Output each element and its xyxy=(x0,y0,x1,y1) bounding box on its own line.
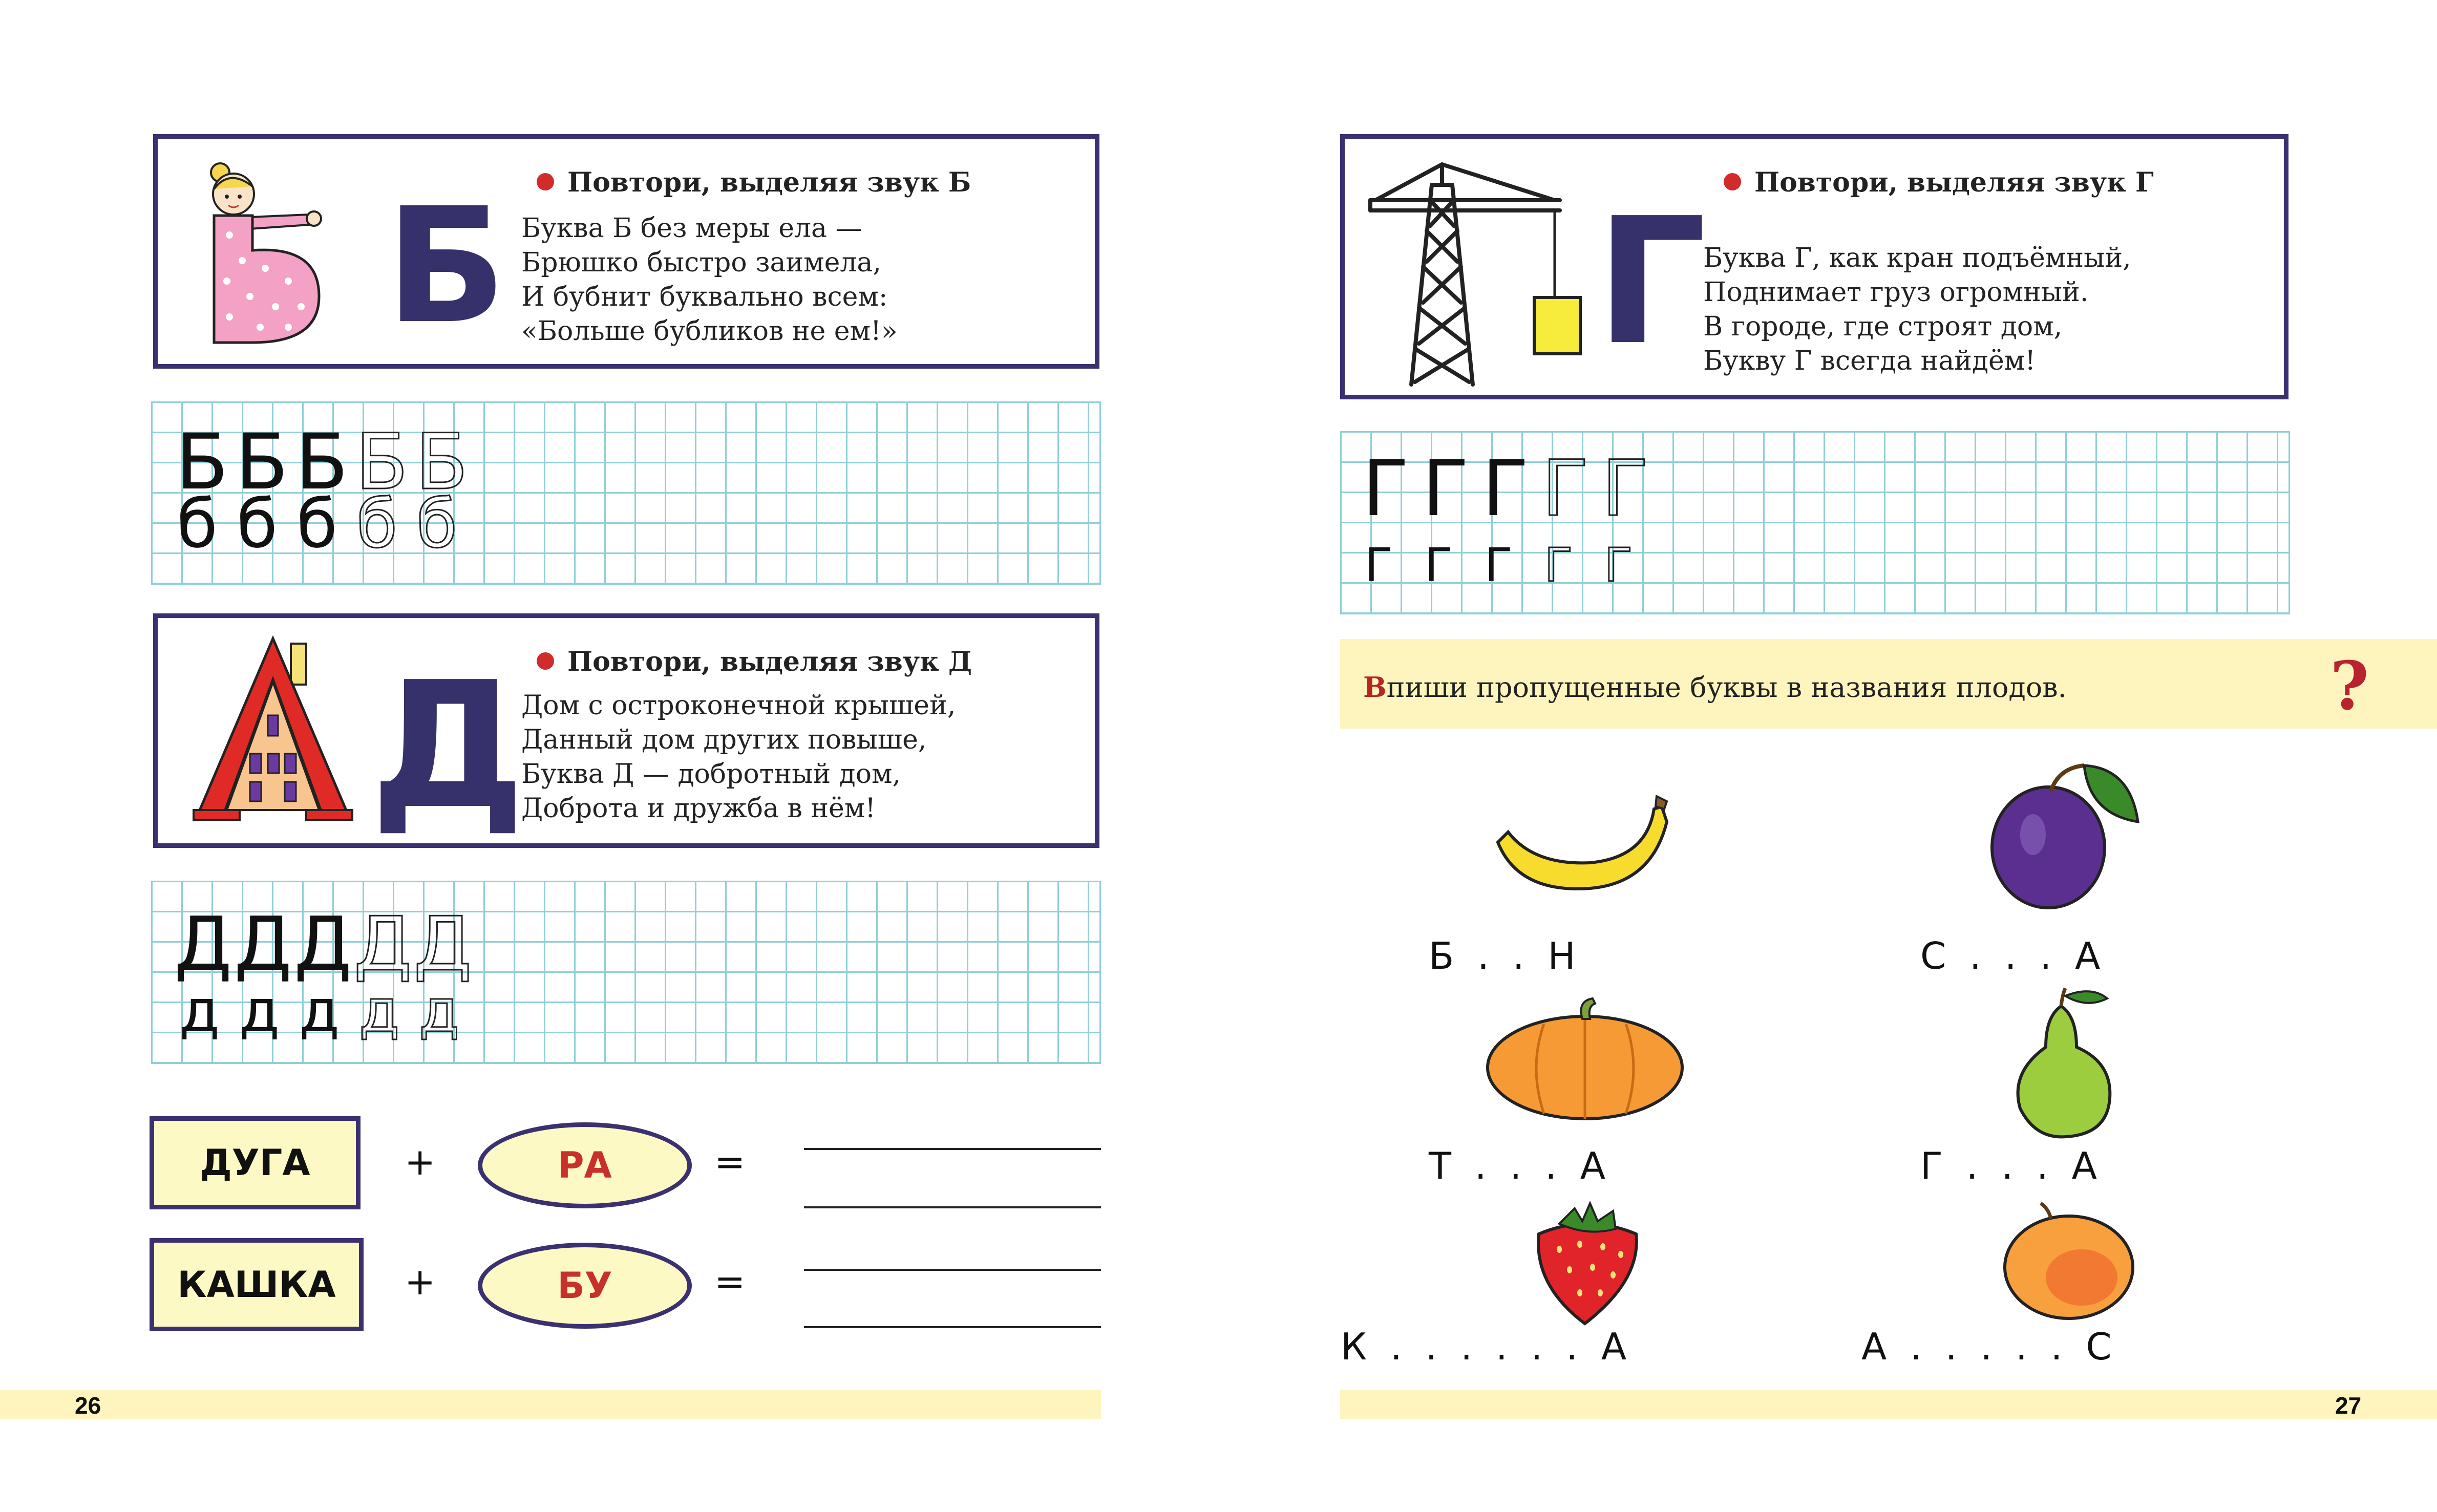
task-instruction-d: Повтори, выделяя звук Д xyxy=(537,646,972,677)
plum-icon xyxy=(1987,758,2151,917)
banner-instruction-text: Впиши пропущенные буквы в названия плодов. xyxy=(1363,671,2067,704)
big-letter-b: Б xyxy=(386,174,507,359)
crane-illustration xyxy=(1365,159,1596,395)
task-instruction-g: Повтори, выделяя звук Г xyxy=(1724,167,2154,198)
letter-card-b xyxy=(153,134,1099,369)
footer-bar-left xyxy=(0,1390,1101,1419)
strawberry-icon xyxy=(1529,1193,1646,1326)
word-box-duga: ДУГА xyxy=(150,1116,361,1209)
plus-sign: + xyxy=(405,1260,436,1303)
equals-sign: = xyxy=(714,1140,746,1183)
fruit-word-pear: Г . . . А xyxy=(1920,1144,2097,1187)
fruit-word-pumpkin: Т . . . А xyxy=(1429,1144,1605,1187)
equals-sign: = xyxy=(714,1260,746,1303)
poem-d: Дом с остроконечной крышей, Данный дом других повыше, Буква Д — добротный дом, Доброта и дружба в нём! xyxy=(521,690,956,824)
answer-line[interactable] xyxy=(804,1148,1101,1150)
letter-card-d xyxy=(153,613,1099,848)
page-number-left: 26 xyxy=(75,1392,101,1419)
answer-line[interactable] xyxy=(804,1269,1101,1271)
banana-icon xyxy=(1488,791,1682,904)
answer-line[interactable] xyxy=(804,1206,1101,1208)
pear-icon xyxy=(2005,986,2123,1139)
poem-g: Буква Г, как кран подъёмный, Поднимает груз огромный. В городе, где строят дом, Букву Г всегда найдём! xyxy=(1703,243,2131,376)
answer-line[interactable] xyxy=(804,1326,1101,1328)
apricot-icon xyxy=(2000,1201,2138,1324)
syllable-oval-bu: БУ xyxy=(478,1243,692,1329)
poem-b: Буква Б без меры ела — Брюшко быстро заимела, И бубнит буквально всем: «Больше бубликов не ем!» xyxy=(521,213,898,347)
task-instruction-b: Повтори, выделяя звук Б xyxy=(537,167,971,198)
footer-bar-right xyxy=(1340,1390,2437,1419)
plus-sign: + xyxy=(405,1140,436,1183)
girl-letter-b-illustration xyxy=(199,158,352,348)
house-letter-d-illustration xyxy=(188,633,363,828)
fruit-word-plum: С . . . А xyxy=(1920,934,2101,977)
letter-card-g xyxy=(1340,134,2288,399)
fruit-word-strawberry: К . . . . . . А xyxy=(1341,1325,1627,1368)
fruit-word-apricot: А . . . . . С xyxy=(1861,1325,2112,1368)
big-letter-g: Г xyxy=(1596,181,1707,384)
bullet-dot xyxy=(537,652,554,670)
word-box-kashka: КАШКА xyxy=(150,1238,364,1331)
syllable-oval-ra: РА xyxy=(478,1122,692,1208)
bullet-dot xyxy=(537,173,554,190)
big-letter-d: Д xyxy=(370,645,525,847)
writing-grid-b[interactable] xyxy=(151,401,1101,585)
page-number-right: 27 xyxy=(2335,1392,2362,1419)
pumpkin-icon xyxy=(1482,996,1687,1124)
bullet-dot xyxy=(1724,173,1741,190)
fruit-word-banana: Б . . Н xyxy=(1429,934,1576,977)
question-mark-icon: ? xyxy=(2330,647,2369,725)
